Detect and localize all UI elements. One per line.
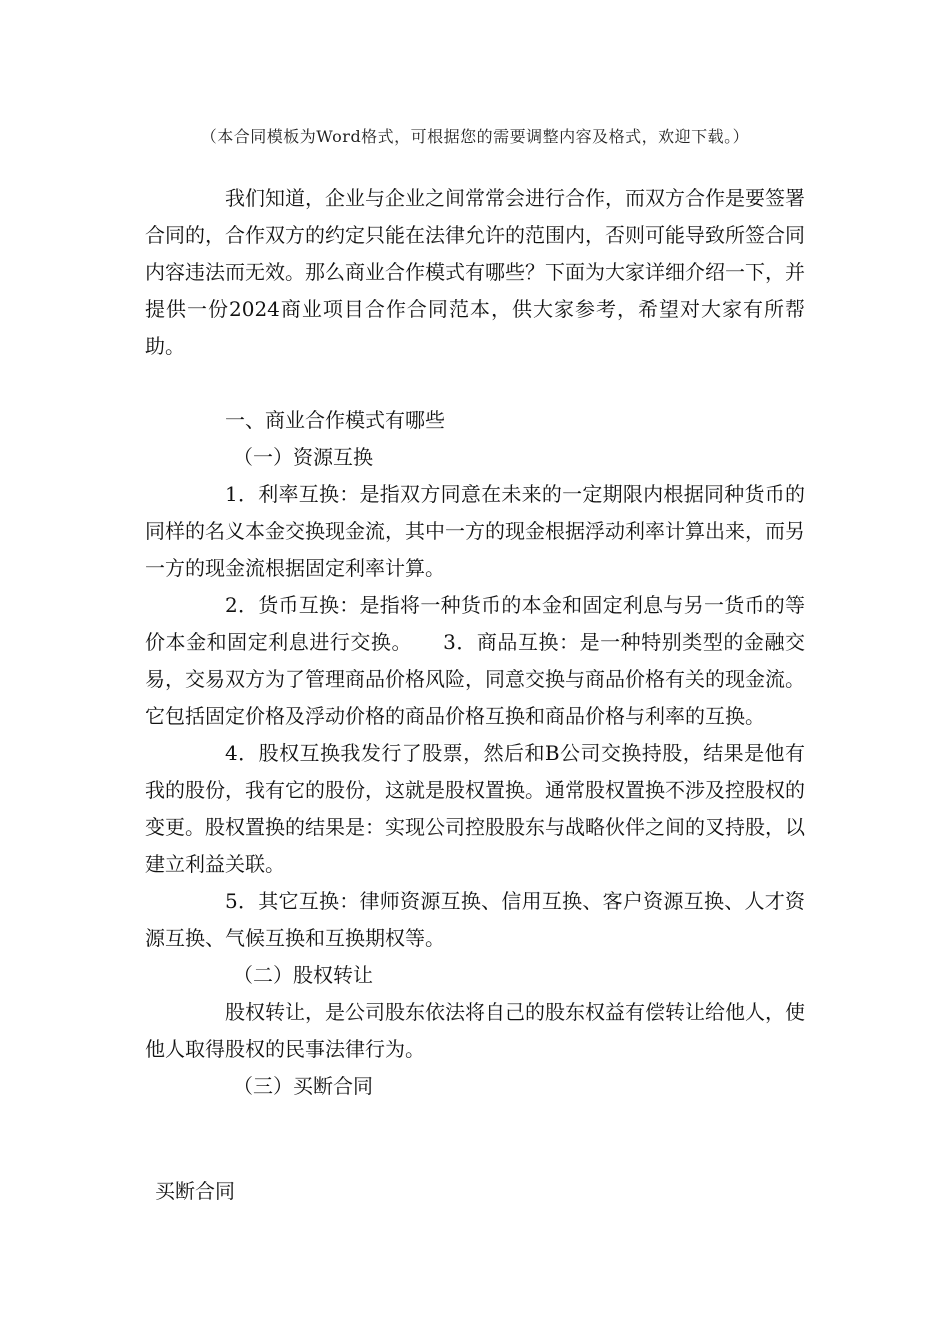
paragraph-equity-swap: 4．股权互换我发行了股票，然后和B公司交换持股，结果是他有我的股份，我有它的股份，这就是股权置换。通常股权置换不涉及控股权的变更。股权置换的结果是：实现公司控股股东与战略伙伴之间的叉持股，以建立利益关联。	[145, 741, 805, 876]
paragraph-currency-commodity-swap: 2．货币互换：是指将一种货币的本金和固定利息与另一货币的等价本金和固定利息进行交换。 3．商品互换：是一种特别类型的金融交易，交易双方为了管理商品价格风险，同意交换与商品价格有关的现金流。它包括固定价格及浮动价格的商品价格互换和商品价格与利率的互换。	[145, 593, 805, 728]
section-1-heading: 一、商业合作模式有哪些	[225, 408, 445, 432]
intro-paragraph: 我们知道，企业与企业之间常常会进行合作，而双方合作是要签署合同的，合作双方的约定只能在法律允许的范围内，否则可能导致所签合同内容违法而无效。那么商业合作模式有哪些？下面为大家详细介绍一下，并提供一份2024商业项目合作合同范本，供大家参考，希望对大家有所帮助。	[145, 186, 805, 358]
subsection-2-heading: （二）股权转让	[233, 963, 373, 987]
subsection-3-heading: （三）买断合同	[233, 1074, 373, 1098]
template-note: （本合同模板为Word格式，可根据您的需要调整内容及格式，欢迎下载。）	[200, 127, 750, 146]
paragraph-other-swaps: 5．其它互换：律师资源互换、信用互换、客户资源互换、人才资源互换、气候互换和互换期权等。	[145, 889, 805, 950]
footer-label: 买断合同	[155, 1179, 235, 1203]
subsection-1-heading: （一）资源互换	[233, 445, 373, 469]
intro-block	[145, 180, 805, 365]
section-1	[145, 402, 805, 1105]
paragraph-equity-transfer: 股权转让，是公司股东依法将自己的股东权益有偿转让给他人，使他人取得股权的民事法律行为。	[145, 1000, 805, 1061]
paragraph-interest-rate-swap: 1．利率互换：是指双方同意在未来的一定期限内根据同种货币的同样的名义本金交换现金流，其中一方的现金根据浮动利率计算出来，而另一方的现金流根据固定利率计算。	[145, 482, 805, 580]
